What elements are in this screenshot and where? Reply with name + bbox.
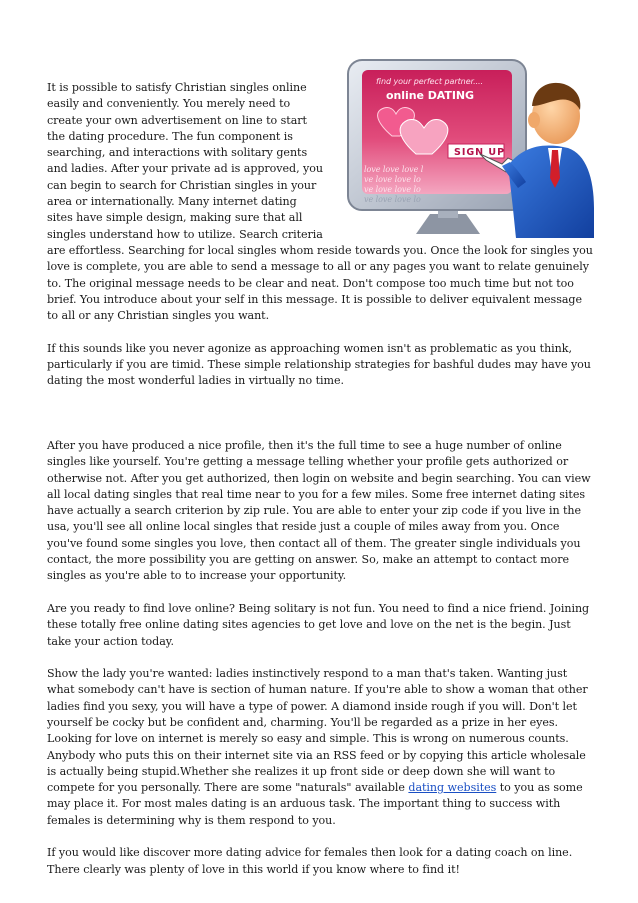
love-row: ve love love lo	[364, 175, 421, 184]
online-dating-illustration	[330, 58, 598, 240]
paragraph-5	[47, 666, 595, 829]
screen-tagline: find your perfect partner....	[376, 77, 484, 86]
paragraph-5-text-b: to you as some may place it. For most males dating is an arduous task. The important thing to success with females is determining why is them respond to you.	[47, 781, 583, 827]
dating-websites-link[interactable]: dating websites	[408, 781, 497, 795]
paragraph-1: It is possible to satisfy Christian singles online easily and conveniently. You merely need to create your own advertisement on line to start the dating procedure. The fun component is searching, and interactions with solitary gents and ladies. After your private ad is approved, you can begin to search for Christian singles in your area or internationally. Many internet dating sites have simple design, making sure that all singles understand how to utilize. Search criteria are effortless. Searching for local singles whom reside towards you. Once the look for singles you love is complete, you are able to send a message to all or any pages you want to relate genuinely to. The original message needs to be clear and neat. Don't compose too much time but not too brief. You introduce about your self in this message. It is possible to deliver equivalent message to all or any Christian singles you want.	[47, 81, 593, 323]
signup-label: SIGN UP	[454, 147, 506, 158]
paragraph-4: Are you ready to find love online? Being solitary is not fun. You need to find a nice friend. Joining these totally free online dating sites agencies to get love and love on the net is the begin. Just take your action today.	[47, 601, 590, 648]
paragraph-6: If you would like discover more dating advice for females then look for a dating coach on line. There clearly was plenty of love in this world if you know where to find it!	[47, 846, 573, 876]
love-row: love love love l	[364, 165, 424, 174]
love-row: ve love love lo	[364, 185, 421, 194]
article-body	[47, 77, 595, 894]
paragraph-3: After you have produced a nice profile, then it's the full time to see a huge number of online singles like yourself. You're getting a message telling whether your profile gets authorized or otherwise not. After you get authorized, then login on website and begin searching. You can view all local dating singles that real time near to you for a few miles. Some free internet dating sites have actually a search criterion by zip rule. You are able to enter your zip code if you live in the usa, you'll see all online local singles that reside just a couple of miles away from you. Once you've found some singles you love, then contact all of them. The greater single individuals you contact, the more possibility you are getting on answer. So, make an attempt to contact more singles as you're able to to increase your opportunity.	[47, 438, 591, 583]
paragraph-2: If this sounds like you never agonize as approaching women isn't as problematic as you think, particularly if you are timid. These simple relationship strategies for bashful dudes may have you dating the most wonderful ladies in virtually no time.	[47, 341, 591, 388]
paragraph-5-text-a: Show the lady you're wanted: ladies instinctively respond to a man that's taken. Wanting just what somebody can't have is section of human nature. If you're able to show a woman that other ladies find you sexy, you will have a type of power. A diamond inside rough if you will. Don't let yourself be cocky but be confident and, charming. You'll be regarded as a prize in her eyes. Looking for love on internet is merely so easy and simple. This is wrong on numerous counts. Anybody who puts this on their internet site via an RSS feed or by copying this article wholesale is actually being stupid.Whether she realizes it up front side or deep down she will want to compete for you personally. There are some "naturals" available	[47, 667, 588, 795]
love-row: ve love love lo	[364, 195, 421, 204]
computer-man-illustration	[330, 58, 598, 240]
screen-title: online DATING	[386, 89, 475, 102]
